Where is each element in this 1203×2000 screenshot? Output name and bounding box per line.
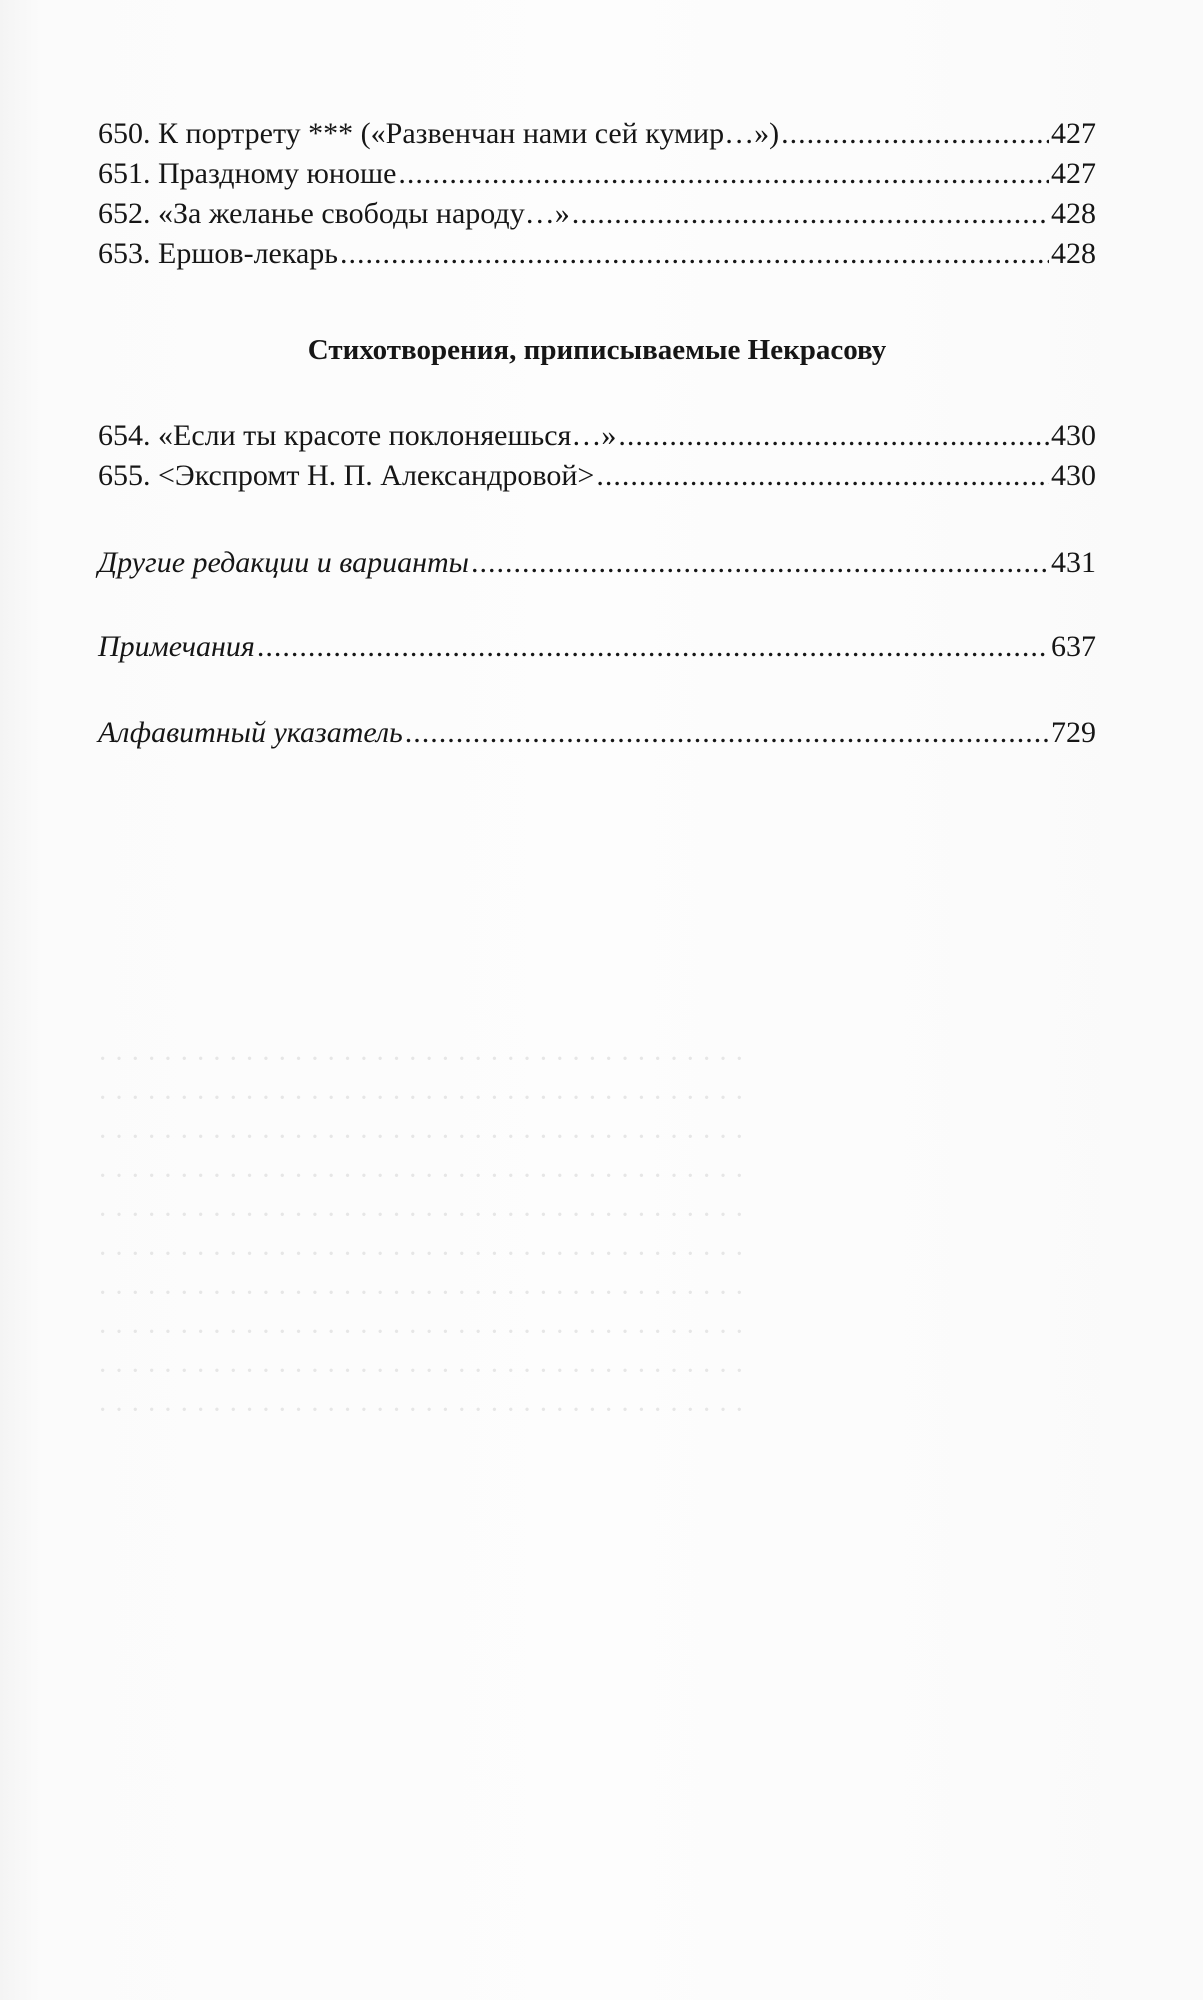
toc-entry-title: 654. «Если ты красоте поклоняешься…»: [98, 419, 617, 452]
toc-entry-page: 427: [1051, 157, 1096, 190]
dot-leader: [572, 194, 1049, 234]
toc-entry-title: 655. <Экспромт Н. П. Александровой>: [98, 459, 595, 492]
dot-leader: [781, 114, 1049, 154]
toc-entry: [98, 543, 1096, 583]
toc-group-2: [98, 416, 1096, 496]
toc-entry: [98, 456, 1096, 496]
toc-entry-page: 431: [1051, 546, 1096, 579]
section-heading: Стихотворения, приписываемые Некрасову: [307, 334, 887, 366]
toc-entry: [98, 194, 1096, 234]
dot-leader: [405, 713, 1049, 753]
dot-leader: [471, 543, 1049, 583]
toc-entry-page: 427: [1051, 117, 1096, 150]
dot-leader: [618, 416, 1049, 456]
toc-entry-title: 651. Праздному юноше: [98, 157, 397, 190]
dot-leader: [398, 154, 1049, 194]
toc-entry-page: 430: [1051, 459, 1096, 492]
toc-group-1: [98, 114, 1096, 274]
toc-entry: [98, 713, 1096, 753]
toc-entry-page: 428: [1051, 237, 1096, 270]
toc-entry: [98, 416, 1096, 456]
dot-leader: [596, 456, 1049, 496]
toc-entry-title: Алфавитный указатель: [98, 716, 403, 749]
toc-entry: [98, 234, 1096, 274]
toc-entry-page: 430: [1051, 419, 1096, 452]
toc-entry-title: 652. «За желанье свободы народу…»: [98, 197, 570, 230]
dot-leader: [257, 627, 1049, 667]
toc-entry-page: 428: [1051, 197, 1096, 230]
toc-entry: [98, 114, 1096, 154]
dot-leader: [340, 234, 1049, 274]
toc-entry-title: 653. Ершов-лекарь: [98, 237, 338, 270]
toc-entry-title: Другие редакции и варианты: [98, 546, 469, 579]
toc-entry-title: Примечания: [98, 630, 255, 663]
toc-appendix-3: [98, 713, 1096, 753]
toc-appendix-1: [98, 543, 1096, 583]
toc-entry-page: 637: [1051, 630, 1096, 663]
toc-entry-title: 650. К портрету *** («Развенчан нами сей кумир…»): [98, 117, 780, 150]
bleed-through-text: · · · · · · · · · · · · · · · · · · · · · · · · · · · · · · · · · · · · · · · · · · · · · · · · · · · · · · · · · · · · · · · · · · · · · · · · · · · · · · · · · · · · · · · · · · · · · · · · · · · · · · · · · · · · · · · · · · · · · · · · · · · · · · · · · · · · · · · · · · · · · · · · · · · · · · · · · · · · · · · · · · · · · · · · · · · · · · · · · · · · · · · · · · · · · · · · · · · · · · · · · · · · · · · · · · · · · · · · · · · · · · · · · · · · · · · · · · · · · · · · · · · · · · · · · · · · · · · · · · · · · · · · · · · · · · · · · · · · · · · · · · · · · · · · · · · · · · · · · · · · · · · · · · · · · · · · · · · · · · · · · · · · · · · · · · · · · · · · · · · · · · · · · · · · · · · · · · · · · · · · · · · · · · · · · · · · · · · · · · · · · · · · · · · · · · · · · · · · · · · ·: [98, 1044, 744, 1426]
toc-appendix-2: [98, 627, 1096, 667]
toc-entry: [98, 627, 1096, 667]
toc-entry-page: 729: [1051, 716, 1096, 749]
toc-entry: [98, 154, 1096, 194]
